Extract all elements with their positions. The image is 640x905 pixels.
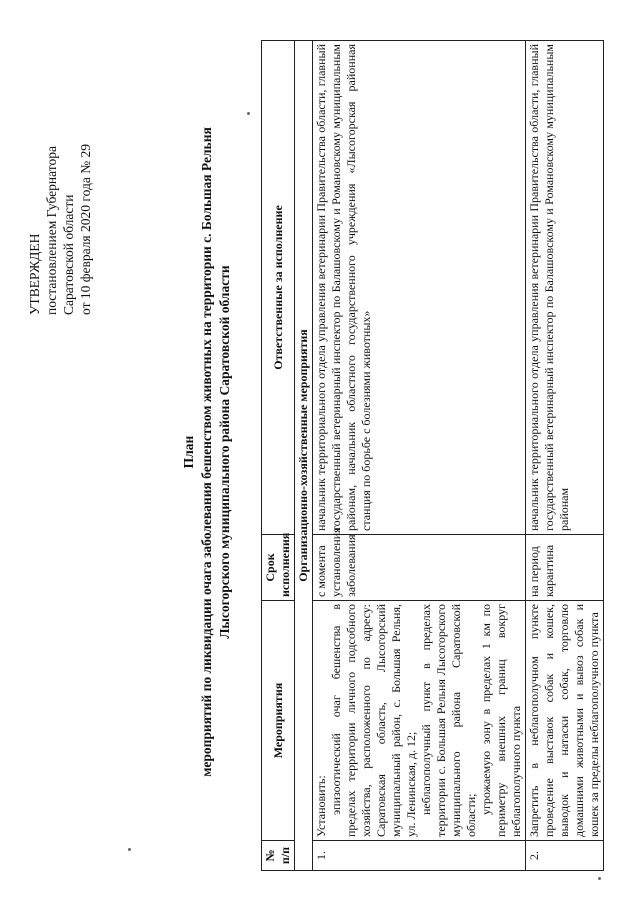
header-num: № п/п: [262, 841, 295, 871]
measures-table: [261, 40, 604, 871]
row-num: 2.: [526, 841, 604, 871]
table-row: [526, 41, 604, 871]
title-line: мероприятий по ликвидации очага заболевания бешенством животных на территории с. Большая Рельня: [199, 127, 214, 777]
row-term: на период карантина: [526, 535, 604, 601]
row-responsible: начальник территориального отдела управления ветеринарии Правительства области, главный государственный ветеринарный инспектор по Балашовскому и Романовскому муниципальным районам: [526, 41, 604, 535]
table-header-row: [262, 41, 295, 871]
title-line: Лысогорского муниципального района Саратовской области: [217, 265, 232, 639]
scan-speck: [598, 877, 601, 880]
row-term: с момента установления заболевания: [313, 535, 526, 601]
row-num: 1.: [313, 841, 526, 871]
measures-paragraph: эпизоотический очаг бешенства в пределах территории личного подсобного хозяйства, расположенного по адресу: Саратовская область, Лысогорский муниципальный район, с. Большая Рельня, ул. Ленинская, д. 12;: [329, 604, 418, 837]
measures-paragraph: неблагополучный пункт в пределах территории с. Большая Рельня Лысогорского муниципального района Саратовской области;: [419, 604, 478, 837]
header-measures: Мероприятия: [262, 601, 295, 841]
measures-paragraph: угрожаемую зону в пределах 1 км по периметру внешних границ вокруг неблагополучного пункта: [479, 604, 523, 837]
section-row: [295, 41, 313, 871]
document-title: [180, 27, 234, 877]
row-measures: [313, 601, 526, 841]
approval-line: постановлением Губернатора: [44, 146, 59, 315]
approval-line: от 10 февраля 2020 года № 29: [78, 144, 93, 315]
rotated-content: [20, 27, 620, 877]
approval-line: УТВЕРЖДЕН: [27, 233, 42, 315]
header-responsible: Ответственные за исполнение: [262, 41, 295, 535]
row-responsible: начальник территориального отдела управления ветеринарии Правительства области, главный государственный ветеринарный инспектор по Балашовскому и Романовскому муниципальным районам, начальник областного государственного учреждения «Лысогорская районная станция по борьбе с болезнями животных»: [313, 41, 526, 535]
title-word: План: [181, 435, 196, 469]
row-measures: Запретить в неблагополучном пункте проведение выставок собак и кошек, выводок и натаски собак, торговлю домашними животными и вывоз собак и кошек за пределы неблагополучного пункта: [526, 601, 604, 841]
approval-stamp: [26, 35, 94, 315]
section-title: Организационно-хозяйственные мероприятия: [295, 41, 313, 871]
table-row: [313, 41, 526, 871]
approval-line: Саратовской области: [61, 194, 76, 315]
measures-intro: Установить:: [314, 775, 328, 837]
header-term: Срок исполнения: [262, 535, 295, 601]
